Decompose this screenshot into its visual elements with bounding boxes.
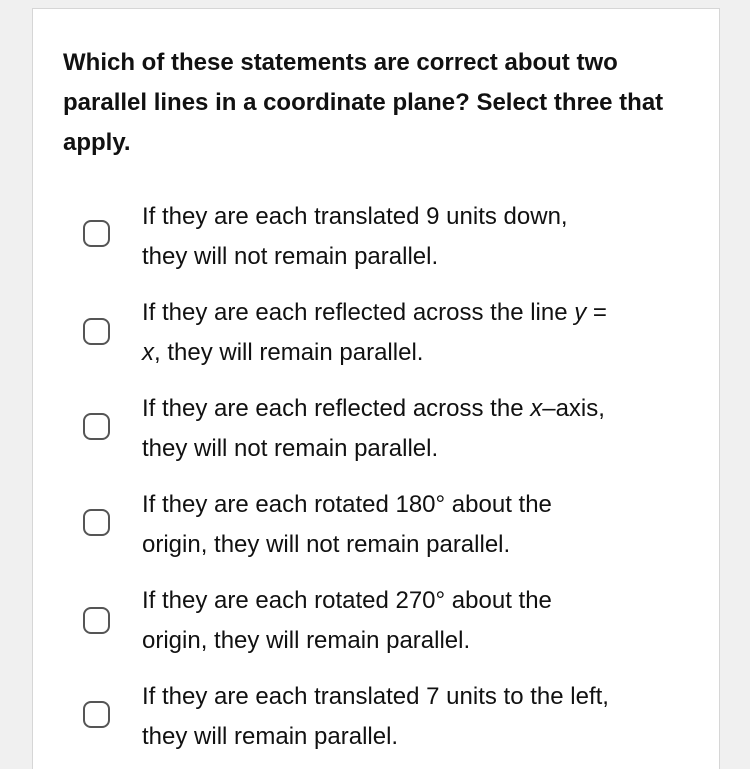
option-6-text xyxy=(142,677,672,757)
option-1-line-1: If they are each translated 9 units down, xyxy=(142,203,568,230)
option-5-line-1: If they are each rotated 270° about the xyxy=(142,587,552,614)
option-2-variable-x: x xyxy=(142,339,154,366)
option-1-line-2: they will not remain parallel. xyxy=(142,243,439,270)
option-5-line-2: origin, they will remain parallel. xyxy=(142,627,471,654)
option-2-line-2-text: , they will remain parallel. xyxy=(154,339,424,366)
option-4-line-2: origin, they will not remain parallel. xyxy=(142,531,511,558)
option-2-variable-y: y xyxy=(574,299,587,326)
option-6-line-1: If they are each translated 7 units to the left, xyxy=(142,683,609,710)
option-5-text xyxy=(142,581,672,661)
answer-option-3[interactable] xyxy=(33,389,719,479)
answer-option-4[interactable] xyxy=(33,485,719,575)
question-text: Which of these statements are correct about two parallel lines in a coordinate plane? Select three that apply. xyxy=(63,49,664,156)
answer-option-5[interactable] xyxy=(33,581,719,671)
answer-option-1[interactable] xyxy=(33,197,719,287)
option-2-line-1-text: If they are each reflected across the line xyxy=(142,299,575,326)
option-4-line-1: If they are each rotated 180° about the xyxy=(142,491,552,518)
answer-option-6[interactable] xyxy=(33,677,719,767)
checkbox-option-2[interactable] xyxy=(83,318,110,345)
option-2-line-1-end: = xyxy=(586,299,607,326)
option-3-line-2: they will not remain parallel. xyxy=(142,435,439,462)
option-1-text xyxy=(142,197,672,277)
option-4-text xyxy=(142,485,672,565)
option-6-line-2: they will remain parallel. xyxy=(142,723,399,750)
checkbox-option-1[interactable] xyxy=(83,220,110,247)
option-3-line-1-end: –axis, xyxy=(542,395,605,422)
option-2-text xyxy=(142,293,672,373)
option-3-variable-x: x xyxy=(530,395,543,422)
option-3-line-1-text: If they are each reflected across the xyxy=(142,395,531,422)
checkbox-option-4[interactable] xyxy=(83,509,110,536)
answer-option-2[interactable] xyxy=(33,293,719,383)
checkbox-option-5[interactable] xyxy=(83,607,110,634)
checkbox-option-6[interactable] xyxy=(83,701,110,728)
question-card xyxy=(32,8,720,769)
option-3-text xyxy=(142,389,672,469)
checkbox-option-3[interactable] xyxy=(83,413,110,440)
